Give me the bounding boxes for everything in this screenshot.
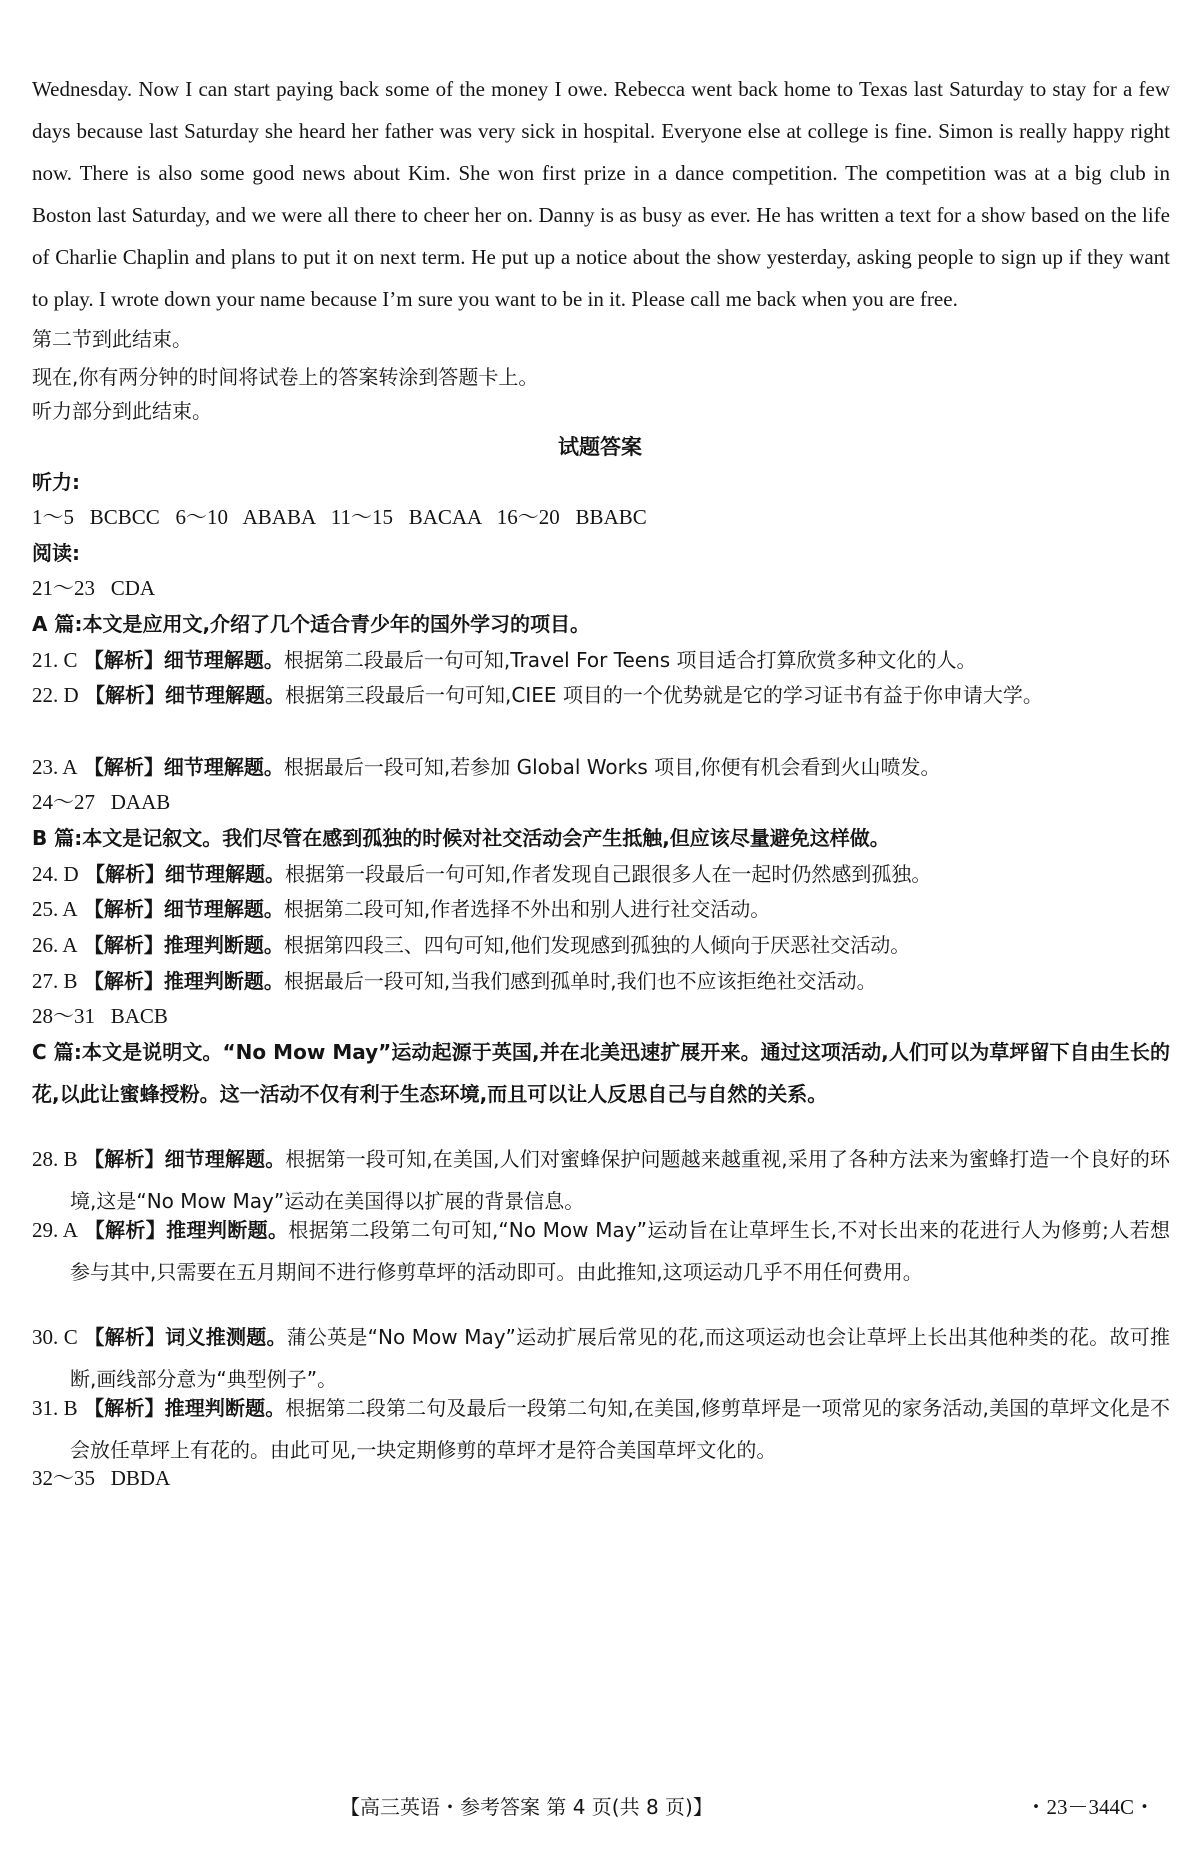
range-21-23: 21～23 CDA <box>32 576 156 600</box>
item-body: 根据第一段可知,在美国,人们对蜜蜂保护问题越来越重视,采用了各种方法来为蜜蜂打造一个良好的环境,这是“No Mow May”运动在美国得以扩展的背景信息。 <box>70 1147 1171 1213</box>
answers-title: 试题答案 <box>558 435 642 459</box>
answer-item-23 <box>32 746 1170 788</box>
item-tag: 【解析】推理判断题。 <box>83 969 284 993</box>
item-tag: 【解析】细节理解题。 <box>83 897 284 921</box>
item-tag: 【解析】推理判断题。 <box>83 933 284 957</box>
item-tag: 【解析】细节理解题。 <box>84 1147 286 1171</box>
item-number: 30. C <box>32 1325 78 1349</box>
item-number: 26. A <box>32 933 78 957</box>
item-body: 根据最后一段可知,若参加 Global Works 项目,你便有机会看到火山喷发。 <box>283 755 941 779</box>
reading-label: 阅读: <box>32 541 80 565</box>
transfer-note: 现在,你有两分钟的时间将试卷上的答案转涂到答题卡上。 <box>32 365 539 389</box>
answer-item-22 <box>32 674 1170 716</box>
listening-end-text: 听力部分到此结束。 <box>32 399 212 423</box>
item-tag: 【解析】推理判断题。 <box>84 1218 289 1242</box>
answer-item-31 <box>32 1387 1170 1471</box>
item-tag: 【解析】推理判断题。 <box>84 1396 286 1420</box>
page-footer <box>0 1785 1200 1825</box>
passage-c-summary: C 篇:本文是说明文。“No Mow May”运动起源于英国,并在北美迅速扩展开来。通过这项活动,人们可以为草坪留下自由生长的花,以此让蜜蜂授粉。这一活动不仅有利于生态环境,而且可以让人反思自己与自然的关系。 <box>32 1040 1170 1106</box>
item-number: 22. D <box>32 683 79 707</box>
item-number: 25. A <box>32 897 78 921</box>
item-tag: 【解析】细节理解题。 <box>83 755 284 779</box>
item-body: 根据最后一段可知,当我们感到孤单时,我们也不应该拒绝社交活动。 <box>283 969 877 993</box>
item-body: 根据第三段最后一句可知,CIEE 项目的一个优势就是它的学习证书有益于你申请大学。 <box>285 683 1043 707</box>
footer-exam-code: ・23－344C・ <box>1025 1795 1155 1819</box>
item-number: 27. B <box>32 969 78 993</box>
item-number: 21. C <box>32 648 78 672</box>
range-28-31: 28～31 BACB <box>32 1004 168 1028</box>
item-number: 23. A <box>32 755 78 779</box>
item-tag: 【解析】细节理解题。 <box>83 648 284 672</box>
listening-answers: 1～5 BCBCC 6～10 ABABA 11～15 BACAA 16～20 BBABC <box>32 505 647 529</box>
answer-item-29 <box>32 1209 1170 1293</box>
item-body: 根据第二段第二句及最后一段第二句知,在美国,修剪草坪是一项常见的家务活动,美国的草坪文化是不会放任草坪上有花的。由此可见,一块定期修剪的草坪才是符合美国草坪文化的。 <box>70 1396 1171 1462</box>
listening-script-paragraph: Wednesday. Now I can start paying back some of the money I owe. Rebecca went back home to Texas last Saturday to stay for a few days because last Saturday she heard her father was very sick in hospital. Everyone else at college is fine. Simon is really happy right now. There is also some good news about Kim. She won first prize in a dance competition. The competition was at a big club in Boston last Saturday, and we were all there to cheer her on. Danny is as busy as ever. He has written a text for a show based on the life of Charlie Chaplin and plans to put it on next term. He put up a notice about the show yesterday, asking people to sign up if they want to play. I wrote down your name because I’m sure you want to be in it. Please call me back when you are free. <box>32 77 1170 311</box>
listening-label: 听力: <box>32 470 80 494</box>
item-tag: 【解析】词义推测题。 <box>84 1325 287 1349</box>
item-body: 根据第二段最后一句可知,Travel For Teens 项目适合打算欣赏多种文化的人。 <box>283 648 977 672</box>
item-tag: 【解析】细节理解题。 <box>85 683 286 707</box>
item-number: 24. D <box>32 862 79 886</box>
item-number: 31. B <box>32 1396 78 1420</box>
range-32-35: 32～35 DBDA <box>32 1466 171 1490</box>
range-24-27: 24～27 DAAB <box>32 790 171 814</box>
item-number: 29. A <box>32 1218 78 1242</box>
passage-b-summary: B 篇:本文是记叙文。我们尽管在感到孤独的时候对社交活动会产生抵触,但应该尽量避免这样做。 <box>32 826 890 850</box>
footer-page-info: 【高三英语・参考答案 第 4 页(共 8 页)】 <box>340 1795 713 1819</box>
item-number: 28. B <box>32 1147 78 1171</box>
item-body: 蒲公英是“No Mow May”运动扩展后常见的花,而这项运动也会让草坪上长出其他种类的花。故可推断,画线部分意为“典型例子”。 <box>70 1325 1170 1391</box>
answer-item-27 <box>32 960 1170 1002</box>
item-body: 根据第四段三、四句可知,他们发现感到孤独的人倾向于厌恶社交活动。 <box>283 933 911 957</box>
item-body: 根据第一段最后一句可知,作者发现自己跟很多人在一起时仍然感到孤独。 <box>285 862 932 886</box>
item-body: 根据第二段可知,作者选择不外出和别人进行社交活动。 <box>283 897 771 921</box>
item-body: 根据第二段第二句可知,“No Mow May”运动旨在让草坪生长,不对长出来的花进行人为修剪;人若想参与其中,只需要在五月期间不进行修剪草坪的活动即可。由此推知,这项运动几乎不用任何费用。 <box>70 1218 1171 1284</box>
section-end-text: 第二节到此结束。 <box>32 327 192 351</box>
item-tag: 【解析】细节理解题。 <box>85 862 286 886</box>
passage-a-summary: A 篇:本文是应用文,介绍了几个适合青少年的国外学习的项目。 <box>32 612 591 636</box>
